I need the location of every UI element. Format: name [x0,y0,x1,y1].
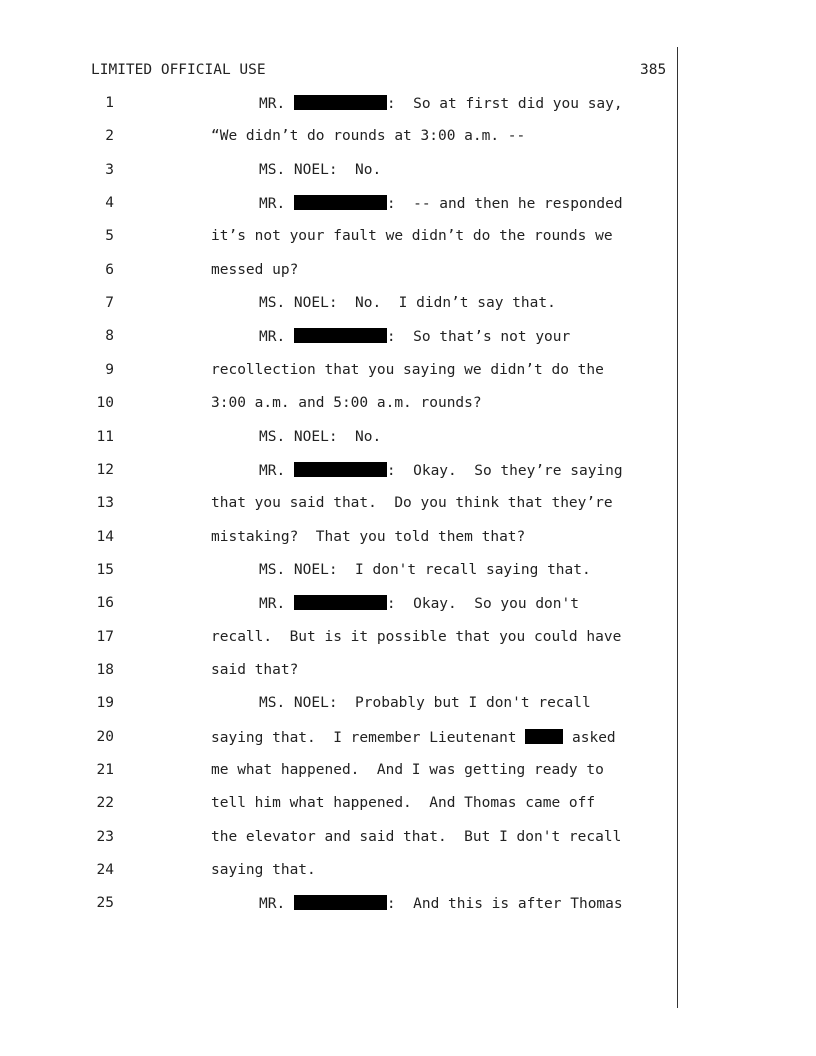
text-segment: : Okay. So you don't [386,596,579,613]
text-segment: : And this is after Thomas [386,896,623,913]
text-segment: MR. [259,596,294,613]
line-text [259,328,570,345]
line-number: 18 [96,661,114,678]
line-number: 8 [105,328,114,345]
transcript-line [0,729,816,749]
line-number: 1 [105,95,114,111]
line-text [259,95,623,112]
line-text [211,128,525,144]
transcript-line [0,829,816,849]
header-label: LIMITED OFFICIAL USE [91,62,266,78]
text-segment: MR. [259,896,294,913]
redaction-block [294,462,387,477]
line-number: 23 [96,828,114,845]
text-segment: messed up? [211,261,299,278]
text-segment: “We didn’t do rounds at 3:00 a.m. -- [211,128,526,145]
text-segment: saying that. I remember Lieutenant [211,729,526,746]
text-segment: asked [563,729,616,746]
line-number: 9 [105,361,114,378]
text-segment: MR. [259,196,294,213]
text-segment: me what happened. And I was getting ready to [211,762,604,778]
transcript-line [0,195,816,215]
transcript-line [0,762,816,782]
line-number: 21 [96,762,114,778]
line-text [259,595,579,612]
line-number: 11 [96,428,114,445]
line-text [211,529,525,545]
text-segment: MS. NOEL: No. [259,161,382,178]
line-number: 22 [96,795,114,812]
line-number: 4 [105,195,114,212]
redaction-block [294,595,387,610]
line-text [211,262,298,278]
redaction-block [294,195,387,210]
line-text [211,862,316,878]
text-segment: the elevator and said that. But I don't recall [211,828,622,845]
redaction-block [294,895,387,910]
text-segment: 3:00 a.m. and 5:00 a.m. rounds? [211,395,482,412]
transcript-line [0,162,816,182]
transcript-line [0,328,816,348]
line-text [211,495,613,511]
text-segment: said that? [211,661,299,678]
line-number: 5 [105,228,114,245]
transcript-line [0,662,816,682]
line-number: 7 [105,295,114,312]
text-segment: MR. [259,96,294,112]
line-number: 19 [96,695,114,712]
line-text [259,162,381,178]
transcript-line [0,629,816,649]
line-text [211,362,604,378]
text-segment: that you said that. Do you think that they’re [211,495,613,512]
line-text [211,762,604,778]
text-segment: it’s not your fault we didn’t do the rounds we [211,228,613,245]
text-segment: MS. NOEL: Probably but I don't recall [259,695,591,712]
line-number: 6 [105,261,114,278]
transcript-line [0,895,816,915]
text-segment: : So at first did you say, [386,96,623,112]
line-number: 16 [96,595,114,612]
transcript-line [0,262,816,282]
line-text [211,729,616,746]
line-text [211,395,482,411]
text-segment: : So that’s not your [386,329,571,346]
text-segment: MS. NOEL: No. I didn’t say that. [259,295,556,312]
transcript-line [0,362,816,382]
line-text [211,629,621,645]
transcript-line [0,462,816,482]
text-segment: MR. [259,329,294,346]
line-text [259,462,623,479]
line-number: 13 [96,495,114,512]
transcript-line [0,795,816,815]
line-number: 10 [96,395,114,412]
line-number: 24 [96,862,114,879]
redaction-block [525,729,563,744]
transcript-line [0,295,816,315]
line-text [259,562,591,578]
line-text [259,895,623,912]
redaction-block [294,328,387,343]
line-text [211,662,298,678]
line-text [259,195,623,212]
text-segment: tell him what happened. And Thomas came off [211,795,596,812]
text-segment: MS. NOEL: No. [259,428,382,445]
line-number: 2 [105,128,114,145]
text-segment: MS. NOEL: I don't recall saying that. [259,561,591,578]
transcript-line [0,862,816,882]
transcript-line [0,228,816,248]
text-segment: : Okay. So they’re saying [386,462,623,479]
line-text [259,295,556,311]
line-text [211,795,595,811]
transcript-line [0,128,816,148]
line-text [211,228,613,244]
text-segment: MR. [259,462,294,479]
transcript-line [0,595,816,615]
text-segment: saying that. [211,862,316,879]
line-text [211,829,621,845]
transcript-line [0,429,816,449]
transcript-line [0,695,816,715]
text-segment: recall. But is it possible that you could have [211,628,622,645]
line-number: 12 [96,461,114,478]
transcript-line [0,562,816,582]
transcript-line [0,495,816,515]
line-number: 14 [96,528,114,545]
text-segment: recollection that you saying we didn’t do the [211,361,604,378]
line-number: 25 [96,895,114,912]
line-text [259,695,591,711]
line-number: 20 [96,728,114,745]
line-number: 3 [105,161,114,178]
line-number: 15 [96,561,114,578]
transcript-line [0,95,816,115]
redaction-block [294,95,387,110]
line-number: 17 [96,628,114,645]
transcript-line [0,529,816,549]
text-segment: mistaking? That you told them that? [211,528,526,545]
page-number: 385 [640,62,667,78]
text-segment: : -- and then he responded [386,196,623,213]
transcript-line [0,395,816,415]
line-text [259,429,381,445]
